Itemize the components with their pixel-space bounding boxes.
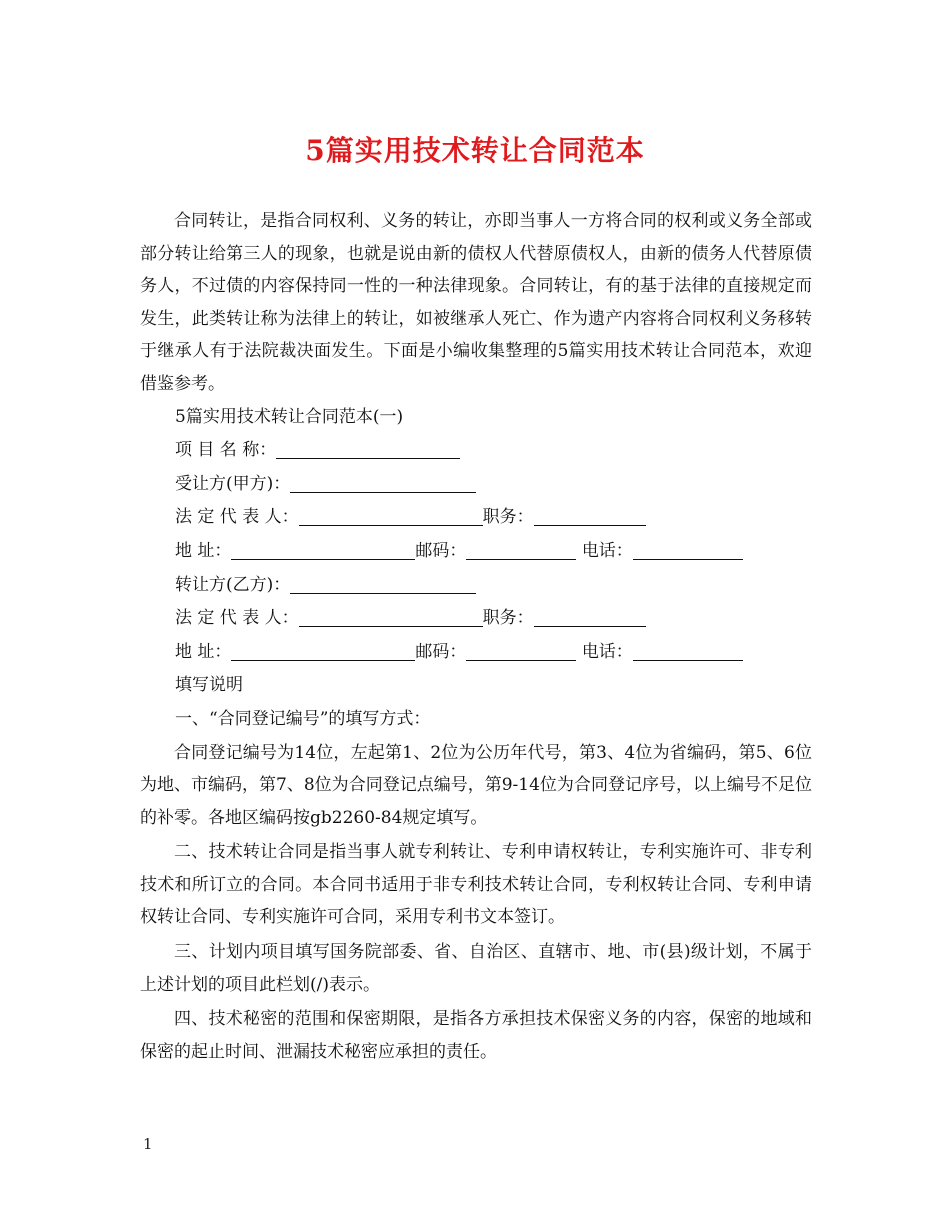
phone-label: 电话： [581,641,633,662]
form-row-party-b [140,569,812,603]
position-label: 职务： [482,608,534,629]
party-a-label: 受让方(甲方)： [175,473,291,494]
position-blank [534,606,646,627]
postcode-label: 邮码： [415,540,467,561]
document-title: 5篇实用技术转让合同范本 [305,134,645,167]
legal-rep-blank [299,606,483,627]
page-number: 1 [143,1135,153,1153]
document-body [140,205,812,1068]
form-row-address-a [140,535,812,569]
legal-rep-label: 法 定 代 表 人： [175,608,299,629]
fill-instructions-heading: 填写说明 [175,675,243,696]
section-title: 5篇实用技术转让合同范本(一) [175,406,404,427]
legal-rep-blank [299,505,483,526]
address-label: 地 址： [175,540,232,561]
party-b-label: 转让方(乙方)： [175,574,291,595]
address-blank [231,640,415,661]
project-name-blank [276,438,460,459]
address-label: 地 址： [175,641,232,662]
phone-label: 电话： [581,540,633,561]
form-row-project-name [140,434,812,468]
instruction-paragraph: 二、技术转让合同是指当事人就专利转让、专利申请权转让，专利实施许可、非专利技术和所订立的合同。本合同书适用于非专利技术转让合同，专利权转让合同、专利申请权转让合同、专利实施许可合同，采用专利书文本签订。 [140,842,812,928]
party-a-blank [290,472,476,493]
legal-rep-label: 法 定 代 表 人： [175,507,299,528]
intro-paragraph: 合同转让，是指合同权利、义务的转让，亦即当事人一方将合同的权利或义务全部或部分转让给第三人的现象，也就是说由新的债权人代替原债权人，由新的债务人代替原债务人，不过债的内容保持同一性的一种法律现象。合同转让，有的基于法律的直接规定而发生，此类转让称为法律上的转让，如被继承人死亡、作为遗产内容将合同权利义务移转于继承人有于法院裁决面发生。下面是小编收集整理的5篇实用技术转让合同范本，欢迎借鉴参考。 [140,211,812,394]
phone-blank [633,539,743,560]
position-blank [534,505,646,526]
position-label: 职务： [482,507,534,528]
form-row-legal-rep-b [140,602,812,636]
party-b-blank [290,573,476,594]
form-row-address-b [140,636,812,670]
postcode-label: 邮码： [415,641,467,662]
instruction-paragraph: 四、技术秘密的范围和保密期限，是指各方承担技术保密义务的内容，保密的地域和保密的起止时间、泄漏技术秘密应承担的责任。 [140,1009,812,1062]
form-row-party-a [140,468,812,502]
project-name-label: 项 目 名 称： [175,440,277,461]
form-row-legal-rep-a [140,501,812,535]
phone-blank [633,640,743,661]
instruction-paragraph: 三、计划内项目填写国务院部委、省、自治区、直辖市、地、市(县)级计划，不属于上述计划的项目此栏划(/)表示。 [140,942,812,995]
address-blank [231,539,415,560]
instruction-item-1-heading: 一、“合同登记编号”的填写方式： [175,708,431,729]
postcode-blank [466,539,576,560]
postcode-blank [466,640,576,661]
instruction-paragraph: 合同登记编号为14位，左起第1、2位为公历年代号，第3、4位为省编码，第5、6位为地、市编码，第7、8位为合同登记点编号，第9-14位为合同登记序号，以上编号不足位的补零。各地区编码按gb2260-84规定填写。 [140,742,812,828]
